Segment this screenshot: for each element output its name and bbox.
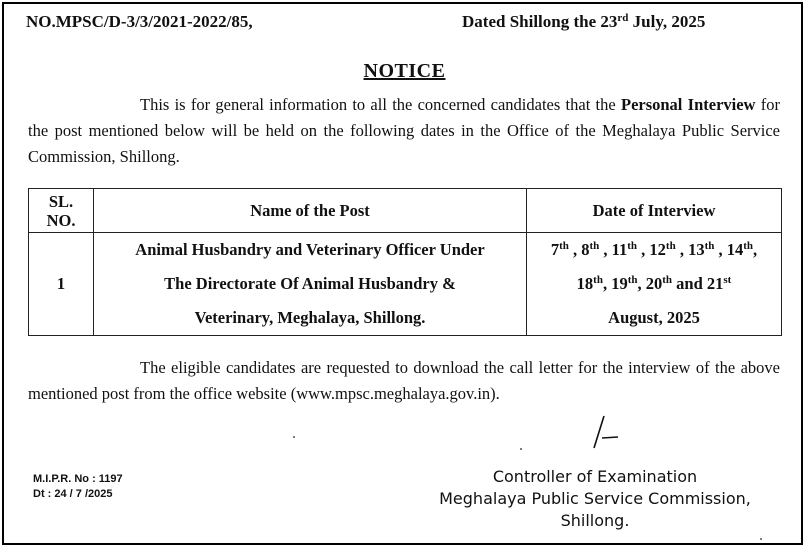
- interview-date: 11: [611, 240, 628, 259]
- intro-part1: This is for general information to all the concerned candidates that the: [140, 95, 621, 114]
- signatory-organization: Meghalaya Public Service Commission,: [439, 489, 751, 508]
- signatory-location: Shillong.: [560, 511, 630, 530]
- speck: [520, 448, 522, 450]
- dates-line: 18th, 19th, 20th and 21st: [576, 274, 732, 293]
- dates-line: 7th , 8th , 11th , 12th , 13th , 14th,: [550, 240, 758, 259]
- date-suffix: th: [627, 274, 638, 286]
- header-sl-line2: NO.: [46, 210, 76, 230]
- date-suffix: th: [593, 274, 603, 286]
- interview-date: 18: [576, 274, 594, 293]
- table-row: [29, 233, 782, 336]
- date-suffix: th: [627, 240, 638, 252]
- post-line: The Directorate Of Animal Husbandry &: [164, 274, 456, 293]
- mipr-date: Dt : 24 / 7 /2025: [33, 488, 113, 500]
- post-line: Animal Husbandry and Veterinary Officer Under: [135, 240, 485, 259]
- header-sl-no: [29, 189, 94, 233]
- dated-suffix: July, 2025: [628, 12, 706, 31]
- post-line: Veterinary, Meghalaya, Shillong.: [194, 308, 426, 327]
- date-suffix: th: [559, 240, 569, 252]
- date-suffix: th: [743, 240, 754, 252]
- signature-block: [430, 466, 760, 532]
- header-sl-line1: SL.: [48, 191, 74, 211]
- signatory-title: Controller of Examination: [492, 467, 698, 486]
- dated-line: [462, 12, 705, 32]
- mipr-reference: [33, 472, 123, 502]
- dated-superscript: rd: [617, 12, 629, 24]
- row-post-name: [94, 233, 527, 336]
- interview-date: 13: [688, 240, 705, 259]
- dated-prefix: Dated Shillong the 23: [462, 12, 618, 31]
- date-suffix: th: [704, 240, 715, 252]
- signature-mark: [580, 410, 640, 450]
- closing-paragraph: [28, 355, 780, 407]
- mipr-number: M.I.P.R. No : 1197: [33, 473, 123, 485]
- interview-table: [28, 188, 782, 336]
- interview-date: 7: [550, 240, 560, 259]
- interview-date: 21: [706, 274, 724, 293]
- speck: [293, 436, 295, 438]
- interview-date: 14: [726, 240, 744, 259]
- dates-month-year: August, 2025: [608, 308, 700, 327]
- interview-date: 20: [645, 274, 663, 293]
- interview-date: 12: [649, 240, 666, 259]
- date-suffix: th: [662, 274, 673, 286]
- row-sl-number: 1: [29, 233, 94, 336]
- speck: [760, 538, 762, 540]
- row-interview-dates: [527, 233, 782, 336]
- closing-text: The eligible candidates are requested to download the call letter for the interview of the above mentioned post from the office website (www.mpsc.meghalaya.gov.in).: [28, 358, 780, 403]
- date-suffix: th: [589, 240, 600, 252]
- notice-title: NOTICE: [363, 60, 446, 82]
- date-suffix: th: [665, 240, 676, 252]
- intro-part2: for the post mentioned below will be held on the following dates in the Office of the Meghalaya Public Service Commission, Shillong.: [28, 95, 780, 166]
- header-interview-date: Date of Interview: [527, 189, 782, 233]
- interview-date: 8: [581, 240, 590, 259]
- reference-number: NO.MPSC/D-3/3/2021-2022/85,: [26, 12, 253, 31]
- date-suffix: st: [723, 274, 732, 286]
- interview-date: 19: [611, 274, 628, 293]
- table-header-row: [29, 189, 782, 233]
- intro-paragraph: [28, 92, 780, 170]
- intro-bold-text: Personal Interview: [620, 95, 756, 114]
- header-post-name: Name of the Post: [94, 189, 527, 233]
